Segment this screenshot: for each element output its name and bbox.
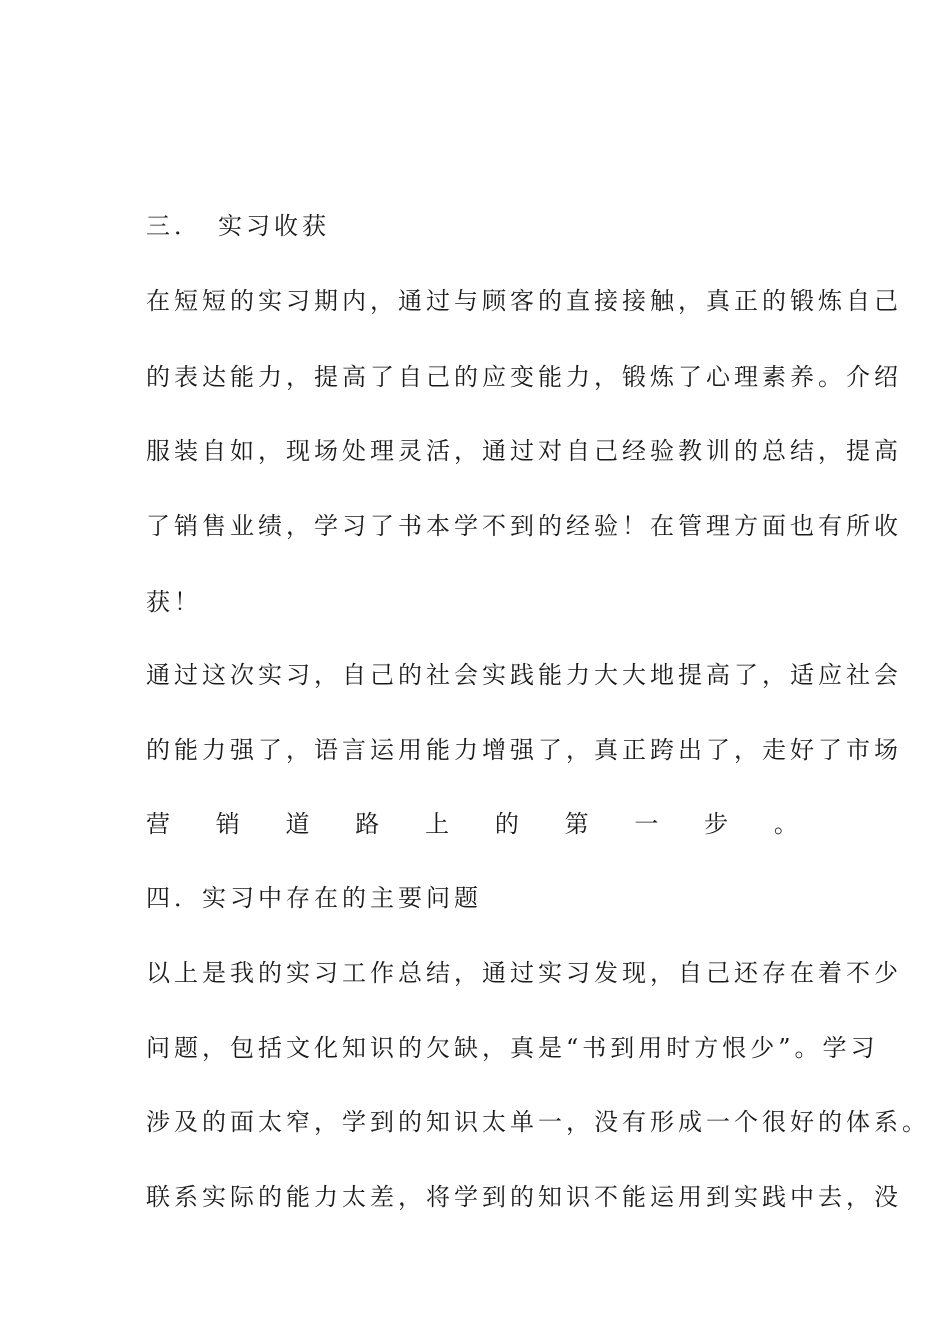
- paragraph-line: 涉及的面太窄，学到的知识太单一，没有形成一个很好的体系。: [146, 1108, 930, 1136]
- justified-char: 营: [146, 810, 170, 838]
- justified-char: 的: [494, 810, 519, 838]
- paragraph-line: 以上是我的实习工作总结，通过实习发现，自己还存在着不少: [146, 959, 902, 987]
- section-4-heading: 四．实习中存在的主要问题: [146, 884, 482, 912]
- justified-char: 。: [773, 810, 798, 838]
- justified-char: 第: [564, 810, 589, 838]
- paragraph-line: 联系实际的能力太差，将学到的知识不能运用到实践中去，没: [146, 1183, 902, 1211]
- justified-last-line: [146, 809, 798, 839]
- paragraph-line: 在短短的实习期内，通过与顾客的直接接触，真正的锻炼自己: [146, 287, 902, 315]
- paragraph-line: 服装自如，现场处理灵活，通过对自己经验教训的总结，提高: [146, 437, 902, 465]
- paragraph-line: 了销售业绩，学习了书本学不到的经验！在管理方面也有所收: [146, 512, 902, 540]
- justified-char: 步: [704, 810, 729, 838]
- paragraph-line: 的表达能力，提高了自己的应变能力，锻炼了心理素养。介绍: [146, 363, 902, 391]
- justified-char: 一: [634, 810, 659, 838]
- justified-char: 道: [285, 810, 310, 838]
- section-3-heading: 三． 实习收获: [146, 212, 330, 240]
- paragraph-line: 问题，包括文化知识的欠缺，真是“书到用时方恨少”。学习: [146, 1034, 879, 1062]
- justified-char: 上: [425, 810, 450, 838]
- justified-char: 销: [215, 810, 240, 838]
- paragraph-line: 获！: [146, 588, 202, 616]
- paragraph-line: 通过这次实习，自己的社会实践能力大大地提高了，适应社会: [146, 661, 902, 689]
- paragraph-line: 的能力强了，语言运用能力增强了，真正跨出了，走好了市场: [146, 736, 902, 764]
- justified-char: 路: [355, 810, 380, 838]
